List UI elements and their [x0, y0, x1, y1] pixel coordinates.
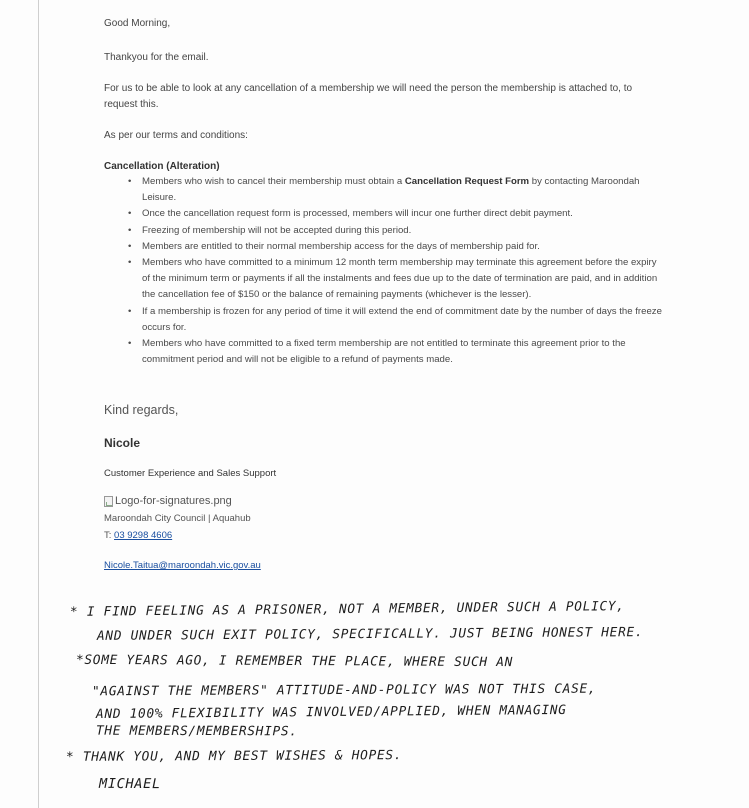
closing-line: Kind regards, [104, 403, 179, 417]
bullet-icon: • [128, 338, 132, 350]
phone-line [104, 530, 172, 541]
handwritten-line: * I FIND FEELING AS A PRISONER, NOT A MEMBER, UNDER SUCH A POLICY, [69, 599, 625, 620]
list-item: • Members are entitled to their normal membership access for the days of membership paid for. [142, 239, 664, 255]
signature-role: Customer Experience and Sales Support [104, 468, 277, 479]
handwritten-line: AND UNDER SUCH EXIT POLICY, SPECIFICALLY. JUST BEING HONEST HERE. [96, 625, 644, 644]
page-edge [38, 0, 39, 808]
phone-link[interactable]: 03 9298 4606 [114, 530, 173, 541]
handwritten-line: AND 100% FLEXIBILITY WAS INVOLVED/APPLIED, WHEN MANAGING [95, 702, 567, 723]
handwritten-line: *SOME YEARS AGO, I REMEMBER THE PLACE, WHERE SUCH AN [75, 652, 514, 671]
list-item: • Members who have committed to a fixed term membership are not entitled to terminate this agreement prior to the commitment period and will not be eligible to a refund of payments made. [128, 338, 626, 366]
bullet-icon: • [128, 305, 132, 317]
signature-logo [104, 495, 232, 507]
greeting: Good Morning, [104, 18, 171, 29]
list-item: • Members who have committed to a minimum 12 month term membership may terminate this agreement before the expiry of the minimum term or payments if all the instalments and fees due up to the date of termination are paid, and in addition the cancellation fee of $150 or the balance of remaining payments (whichever is the lesser). [128, 257, 658, 301]
signature-name: Nicole [104, 436, 141, 450]
bullet-icon: • [128, 208, 132, 220]
section-heading: Cancellation (Alteration) [104, 160, 220, 172]
terms-list [104, 174, 664, 368]
list-item: • If a membership is frozen for any period of time it will extend the end of commitment date by the number of days the freeze occurs for. [128, 305, 662, 333]
phone-label: T: [104, 530, 115, 541]
email-body [104, 16, 664, 368]
handwritten-line: * THANK YOU, AND MY BEST WISHES & HOPES. [65, 748, 403, 765]
logo-alt-text: Logo-for-signatures.png [115, 495, 232, 507]
list-item: • Once the cancellation request form is processed, members will incur one further direct debit payment. [142, 206, 664, 222]
list-item: • Members who wish to cancel their membership must obtain a Cancellation Request Form by contacting Maroondah Leisure. [128, 176, 640, 204]
terms-intro: As per our terms and conditions: [104, 130, 248, 141]
cancellation-paragraph: For us to be able to look at any cancellation of a membership we will need the person the membership is attached to, to request this. [104, 83, 633, 110]
handwritten-line: "AGAINST THE MEMBERS" ATTITUDE-AND-POLICY WAS NOT THIS CASE, [91, 681, 597, 700]
bullet-icon: • [128, 257, 132, 269]
list-item: • Freezing of membership will not be accepted during this period. [142, 223, 664, 239]
email-link[interactable]: Nicole.Taitua@maroondah.vic.gov.au [104, 560, 261, 571]
thanks-line: Thankyou for the email. [104, 51, 209, 63]
handwritten-signature: MICHAEL [98, 775, 161, 793]
bullet-icon: • [128, 240, 132, 252]
organisation-line: Maroondah City Council | Aquahub [104, 513, 251, 524]
bullet-icon: • [128, 176, 132, 187]
bullet-icon: • [128, 224, 132, 236]
handwritten-line: THE MEMBERS/MEMBERSHIPS. [95, 723, 298, 740]
broken-image-icon [104, 496, 113, 507]
